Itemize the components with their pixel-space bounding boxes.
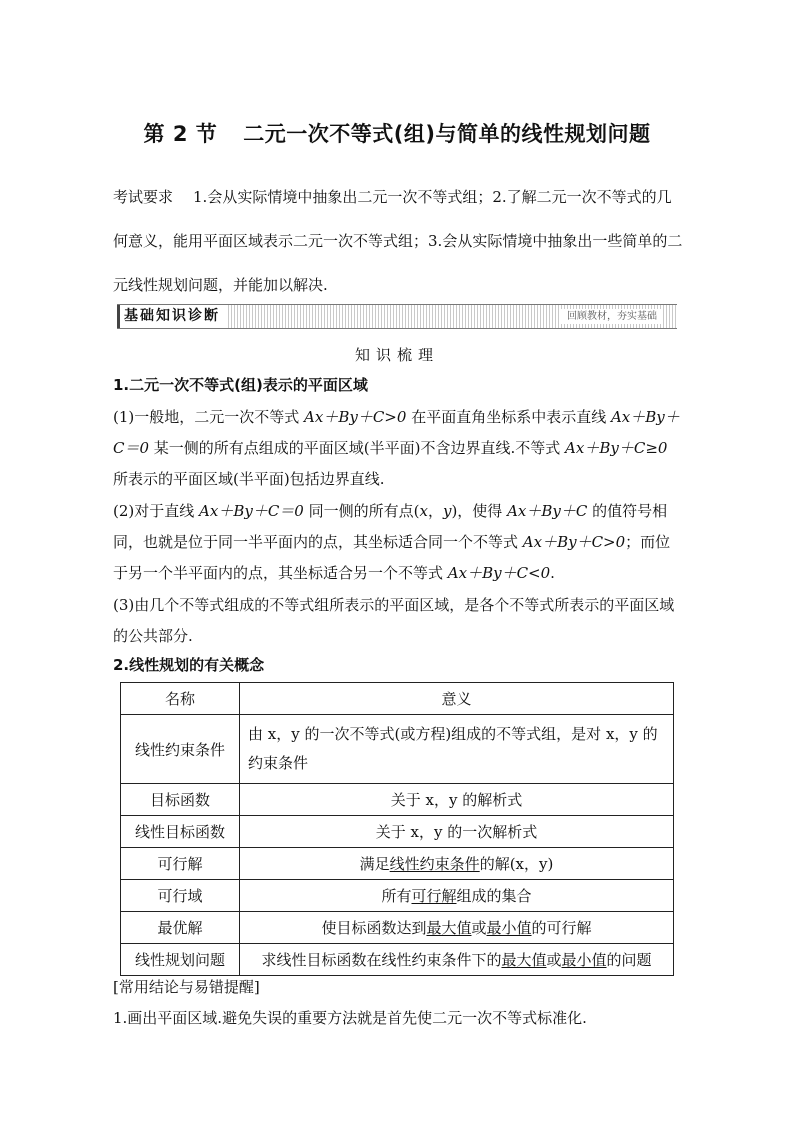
term-cell: 可行解 bbox=[121, 848, 240, 880]
page-title bbox=[0, 118, 794, 148]
math-expression: Ax＋By＋C>0 bbox=[304, 408, 407, 426]
text-run: 某一侧的所有点组成的平面区域(半平面)不含边界直线.不等式 bbox=[149, 439, 566, 457]
underlined-answer: 最小值 bbox=[486, 919, 532, 937]
math-expression: y bbox=[442, 502, 452, 520]
table-header-row bbox=[121, 683, 674, 715]
text-run: 所有 bbox=[381, 887, 412, 905]
text-run: ；而位于另一个半平面内的点，其坐标适合另一个不等式 bbox=[113, 533, 671, 582]
math-expression: Ax＋By＋C＝0 bbox=[199, 502, 304, 520]
math-expression: x bbox=[419, 502, 428, 520]
exam-requirements bbox=[113, 175, 685, 307]
text-run: (1)一般地，二元一次不等式 bbox=[113, 408, 305, 426]
knowledge-subheading: 知识梳理 bbox=[354, 346, 439, 364]
term-cell: 可行域 bbox=[121, 880, 240, 912]
section1-paragraph-2 bbox=[113, 496, 685, 589]
text-run: 或 bbox=[471, 919, 487, 937]
table-row bbox=[121, 848, 674, 880]
text-run: 所表示的平面区域(半平面)包括边界直线. bbox=[113, 470, 385, 488]
text-run: 在平面直角坐标系中表示直线 bbox=[406, 408, 611, 426]
math-expression: Ax＋By＋C≥0 bbox=[565, 439, 668, 457]
table-header-cell: 意义 bbox=[240, 683, 674, 715]
math-expression: Ax＋By＋C＝0 bbox=[113, 408, 680, 457]
meaning-cell bbox=[240, 880, 674, 912]
tips-heading: [常用结论与易错提醒] bbox=[113, 978, 260, 996]
underlined-answer: 线性约束条件 bbox=[389, 855, 480, 873]
section-title: 二元一次不等式(组)与简单的线性规划问题 bbox=[243, 122, 651, 146]
section1-paragraph-1 bbox=[113, 402, 685, 495]
banner-subtitle: 回顾教材，夯实基础 bbox=[561, 309, 663, 324]
term-cell: 最优解 bbox=[121, 912, 240, 944]
meaning-cell bbox=[240, 944, 674, 976]
text-run: . bbox=[550, 564, 555, 582]
table-row bbox=[121, 880, 674, 912]
text-run: 求线性目标函数在线性约束条件下的 bbox=[261, 951, 502, 969]
table-row bbox=[121, 715, 674, 784]
text-run: )，使得 bbox=[451, 502, 508, 520]
text-run: 同一侧的所有点( bbox=[303, 502, 420, 520]
section-number: 第 2 节 bbox=[143, 122, 218, 146]
meaning-cell: 关于 x，y 的一次解析式 bbox=[240, 816, 674, 848]
text-run: 的解(x，y) bbox=[479, 855, 554, 873]
meaning-cell bbox=[240, 848, 674, 880]
section1-paragraph-3: (3)由几个不等式组成的不等式组所表示的平面区域，是各个不等式所表示的平面区域的公共部分. bbox=[113, 596, 675, 645]
text-run: 的值符号相同，也就是位于同一半平面内的点，其坐标适合同一个不等式 bbox=[113, 502, 668, 551]
text-run: 组成的集合 bbox=[456, 887, 532, 905]
text-run: 的可行解 bbox=[531, 919, 592, 937]
meaning-cell: 关于 x，y 的解析式 bbox=[240, 784, 674, 816]
tips-item-1: 1.画出平面区域.避免失误的重要方法就是首先使二元一次不等式标准化. bbox=[113, 1009, 587, 1027]
banner-title: 基础知识诊断 bbox=[117, 305, 226, 328]
underlined-answer: 最大值 bbox=[501, 951, 547, 969]
table-header-cell: 名称 bbox=[121, 683, 240, 715]
text-run: 或 bbox=[546, 951, 562, 969]
text-run: 的问题 bbox=[606, 951, 652, 969]
meaning-cell bbox=[240, 912, 674, 944]
term-cell: 线性规划问题 bbox=[121, 944, 240, 976]
term-cell: 目标函数 bbox=[121, 784, 240, 816]
section2-heading: 2.线性规划的有关概念 bbox=[113, 656, 265, 674]
text-run: 满足 bbox=[359, 855, 390, 873]
text-run: ， bbox=[427, 502, 443, 520]
math-expression: Ax＋By＋C>0 bbox=[522, 533, 626, 551]
underlined-answer: 可行解 bbox=[411, 887, 457, 905]
table-row bbox=[121, 944, 674, 976]
table-row bbox=[121, 784, 674, 816]
math-expression: Ax＋By＋C bbox=[507, 502, 588, 520]
math-expression: Ax＋By＋C<0 bbox=[447, 564, 551, 582]
term-cell: 线性目标函数 bbox=[121, 816, 240, 848]
section-banner bbox=[117, 304, 677, 329]
table-row bbox=[121, 912, 674, 944]
underlined-answer: 最小值 bbox=[561, 951, 607, 969]
text-run: 使目标函数达到 bbox=[321, 919, 427, 937]
section1-heading: 1.二元一次不等式(组)表示的平面区域 bbox=[113, 376, 368, 394]
meaning-cell: 由 x，y 的一次不等式(或方程)组成的不等式组，是对 x，y 的约束条件 bbox=[240, 715, 674, 784]
requirements-label: 考试要求 bbox=[113, 188, 174, 206]
underlined-answer: 最大值 bbox=[426, 919, 472, 937]
concepts-table bbox=[120, 682, 674, 976]
table-row bbox=[121, 816, 674, 848]
term-cell: 线性约束条件 bbox=[121, 715, 240, 784]
text-run: (2)对于直线 bbox=[113, 502, 200, 520]
requirements-text: 1.会从实际情境中抽象出二元一次不等式组；2.了解二元一次不等式的几何意义，能用平面区域表示二元一次不等式组；3.会从实际情境中抽象出一些简单的二元线性规划问题，并能加以解决. bbox=[113, 188, 683, 294]
